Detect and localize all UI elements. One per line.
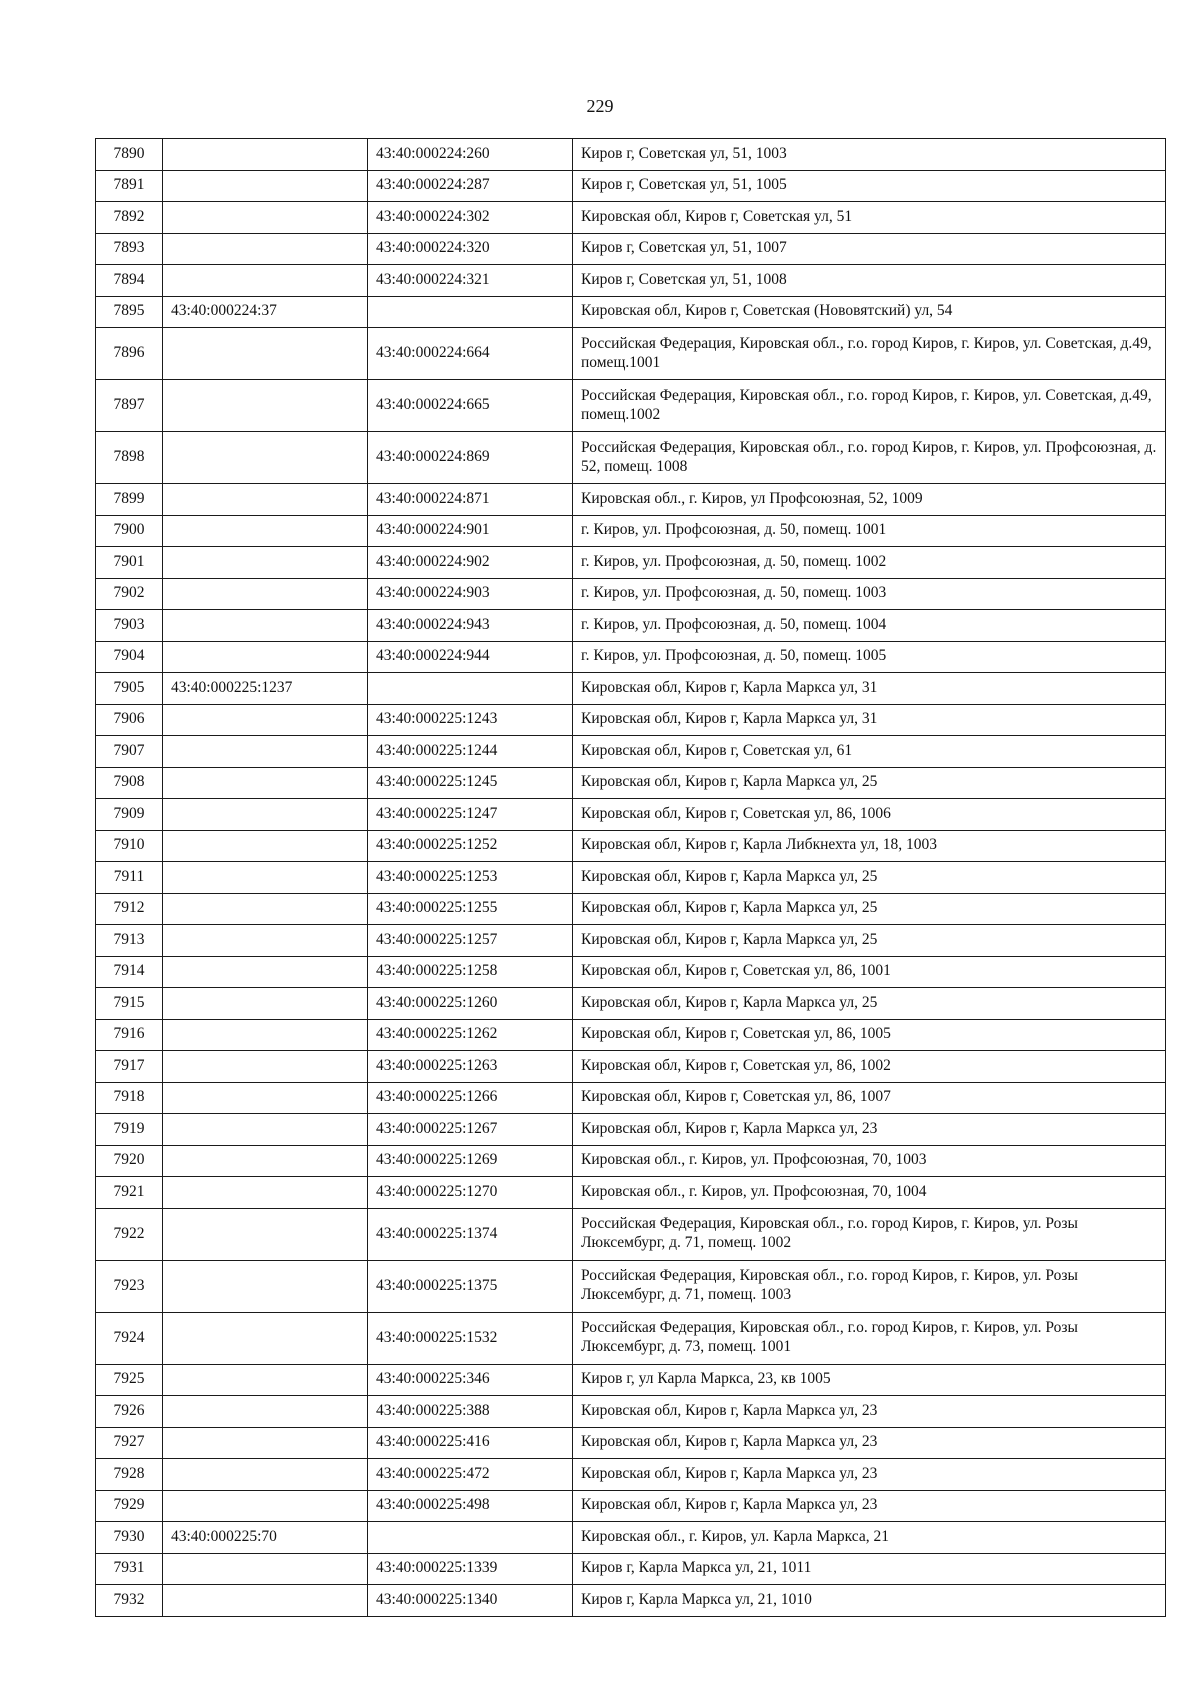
- row-number-cell: 7922: [96, 1208, 163, 1260]
- table-row: [96, 1490, 1166, 1522]
- parcel-cadastral-cell: [163, 830, 368, 862]
- parcel-cadastral-cell: [163, 704, 368, 736]
- table-row: [96, 547, 1166, 579]
- row-number-cell: 7927: [96, 1427, 163, 1459]
- row-number-cell: 7915: [96, 988, 163, 1020]
- row-number-cell: 7914: [96, 956, 163, 988]
- address-cell: Киров г, ул Карла Маркса, 23, кв 1005: [573, 1364, 1166, 1396]
- row-number-cell: 7908: [96, 767, 163, 799]
- page-number: 229: [586, 96, 614, 116]
- parcel-cadastral-cell: [163, 380, 368, 432]
- table-row: [96, 1260, 1166, 1312]
- parcel-cadastral-cell: [163, 1585, 368, 1617]
- row-number-cell: 7906: [96, 704, 163, 736]
- object-cadastral-cell: 43:40:000224:871: [368, 484, 573, 516]
- parcel-cadastral-cell: [163, 1019, 368, 1051]
- address-cell: Кировская обл, Киров г, Карла Либкнехта ул, 18, 1003: [573, 830, 1166, 862]
- row-number-cell: 7916: [96, 1019, 163, 1051]
- row-number-cell: 7897: [96, 380, 163, 432]
- row-number-cell: 7923: [96, 1260, 163, 1312]
- table-row: [96, 1145, 1166, 1177]
- object-cadastral-cell: 43:40:000224:260: [368, 139, 573, 171]
- parcel-cadastral-cell: [163, 862, 368, 894]
- table-row: [96, 202, 1166, 234]
- object-cadastral-cell: 43:40:000224:664: [368, 328, 573, 380]
- row-number-cell: 7920: [96, 1145, 163, 1177]
- object-cadastral-cell: [368, 296, 573, 328]
- object-cadastral-cell: 43:40:000224:287: [368, 170, 573, 202]
- address-cell: Кировская обл., г. Киров, ул Профсоюзная, 52, 1009: [573, 484, 1166, 516]
- address-cell: г. Киров, ул. Профсоюзная, д. 50, помещ. 1001: [573, 515, 1166, 547]
- table-row: [96, 830, 1166, 862]
- object-cadastral-cell: 43:40:000224:869: [368, 432, 573, 484]
- object-cadastral-cell: 43:40:000224:320: [368, 233, 573, 265]
- row-number-cell: 7893: [96, 233, 163, 265]
- parcel-cadastral-cell: [163, 988, 368, 1020]
- table-row: [96, 1459, 1166, 1491]
- address-cell: Кировская обл., г. Киров, ул. Профсоюзная, 70, 1004: [573, 1177, 1166, 1209]
- parcel-cadastral-cell: [163, 1177, 368, 1209]
- table-row: [96, 1208, 1166, 1260]
- parcel-cadastral-cell: [163, 1312, 368, 1364]
- row-number-cell: 7905: [96, 673, 163, 705]
- object-cadastral-cell: 43:40:000224:944: [368, 641, 573, 673]
- table-row: [96, 265, 1166, 297]
- parcel-cadastral-cell: [163, 233, 368, 265]
- object-cadastral-cell: 43:40:000225:1270: [368, 1177, 573, 1209]
- parcel-cadastral-cell: [163, 1208, 368, 1260]
- address-cell: Кировская обл., г. Киров, ул. Карла Маркса, 21: [573, 1522, 1166, 1554]
- table-row: [96, 1585, 1166, 1617]
- parcel-cadastral-cell: 43:40:000225:1237: [163, 673, 368, 705]
- table-row: [96, 767, 1166, 799]
- row-number-cell: 7896: [96, 328, 163, 380]
- row-number-cell: 7925: [96, 1364, 163, 1396]
- row-number-cell: 7902: [96, 578, 163, 610]
- parcel-cadastral-cell: [163, 202, 368, 234]
- object-cadastral-cell: 43:40:000224:321: [368, 265, 573, 297]
- table-row: [96, 170, 1166, 202]
- row-number-cell: 7926: [96, 1396, 163, 1428]
- object-cadastral-cell: 43:40:000225:1258: [368, 956, 573, 988]
- table-row: [96, 1553, 1166, 1585]
- address-cell: г. Киров, ул. Профсоюзная, д. 50, помещ. 1003: [573, 578, 1166, 610]
- table-row: [96, 673, 1166, 705]
- row-number-cell: 7894: [96, 265, 163, 297]
- address-cell: Киров г, Советская ул, 51, 1005: [573, 170, 1166, 202]
- parcel-cadastral-cell: [163, 1051, 368, 1083]
- parcel-cadastral-cell: [163, 1490, 368, 1522]
- address-cell: Кировская обл, Киров г, Советская ул, 61: [573, 736, 1166, 768]
- address-cell: Кировская обл, Киров г, Карла Маркса ул, 31: [573, 673, 1166, 705]
- object-cadastral-cell: 43:40:000225:1260: [368, 988, 573, 1020]
- address-cell: Кировская обл, Киров г, Карла Маркса ул, 25: [573, 925, 1166, 957]
- table-row: [96, 736, 1166, 768]
- object-cadastral-cell: 43:40:000225:498: [368, 1490, 573, 1522]
- address-cell: Кировская обл, Киров г, Карла Маркса ул, 25: [573, 767, 1166, 799]
- table-row: [96, 233, 1166, 265]
- row-number-cell: 7928: [96, 1459, 163, 1491]
- table-row: [96, 704, 1166, 736]
- address-cell: Киров г, Карла Маркса ул, 21, 1010: [573, 1585, 1166, 1617]
- row-number-cell: 7909: [96, 799, 163, 831]
- address-cell: Российская Федерация, Кировская обл., г.о. город Киров, г. Киров, ул. Советская, д.49, помещ.1002: [573, 380, 1166, 432]
- table-row: [96, 328, 1166, 380]
- parcel-cadastral-cell: [163, 1114, 368, 1146]
- parcel-cadastral-cell: [163, 578, 368, 610]
- parcel-cadastral-cell: [163, 1553, 368, 1585]
- parcel-cadastral-cell: [163, 641, 368, 673]
- object-cadastral-cell: 43:40:000225:1244: [368, 736, 573, 768]
- object-cadastral-cell: 43:40:000225:1257: [368, 925, 573, 957]
- object-cadastral-cell: 43:40:000225:472: [368, 1459, 573, 1491]
- address-cell: Кировская обл, Киров г, Карла Маркса ул, 23: [573, 1490, 1166, 1522]
- table-row: [96, 799, 1166, 831]
- row-number-cell: 7910: [96, 830, 163, 862]
- parcel-cadastral-cell: [163, 1260, 368, 1312]
- address-cell: Кировская обл, Киров г, Советская ул, 86, 1006: [573, 799, 1166, 831]
- address-cell: Кировская обл, Киров г, Советская ул, 51: [573, 202, 1166, 234]
- object-cadastral-cell: 43:40:000225:1262: [368, 1019, 573, 1051]
- table-row: [96, 610, 1166, 642]
- row-number-cell: 7917: [96, 1051, 163, 1083]
- address-cell: Кировская обл, Киров г, Советская ул, 86, 1005: [573, 1019, 1166, 1051]
- address-cell: Киров г, Советская ул, 51, 1007: [573, 233, 1166, 265]
- object-cadastral-cell: 43:40:000224:901: [368, 515, 573, 547]
- row-number-cell: 7929: [96, 1490, 163, 1522]
- address-cell: Киров г, Карла Маркса ул, 21, 1011: [573, 1553, 1166, 1585]
- parcel-cadastral-cell: [163, 893, 368, 925]
- row-number-cell: 7903: [96, 610, 163, 642]
- table-row: [96, 1364, 1166, 1396]
- row-number-cell: 7924: [96, 1312, 163, 1364]
- address-cell: Кировская обл, Киров г, Советская ул, 86, 1007: [573, 1082, 1166, 1114]
- object-cadastral-cell: 43:40:000225:1247: [368, 799, 573, 831]
- table-row: [96, 380, 1166, 432]
- object-cadastral-cell: 43:40:000224:902: [368, 547, 573, 579]
- row-number-cell: 7891: [96, 170, 163, 202]
- parcel-cadastral-cell: [163, 547, 368, 579]
- object-cadastral-cell: 43:40:000225:416: [368, 1427, 573, 1459]
- object-cadastral-cell: [368, 673, 573, 705]
- row-number-cell: 7892: [96, 202, 163, 234]
- object-cadastral-cell: 43:40:000224:302: [368, 202, 573, 234]
- table-body: [96, 139, 1166, 1617]
- address-cell: Киров г, Советская ул, 51, 1003: [573, 139, 1166, 171]
- table-row: [96, 641, 1166, 673]
- table-row: [96, 893, 1166, 925]
- address-cell: Киров г, Советская ул, 51, 1008: [573, 265, 1166, 297]
- table-row: [96, 1114, 1166, 1146]
- address-cell: Кировская обл, Киров г, Карла Маркса ул, 23: [573, 1459, 1166, 1491]
- row-number-cell: 7904: [96, 641, 163, 673]
- address-cell: Кировская обл, Киров г, Карла Маркса ул, 25: [573, 988, 1166, 1020]
- parcel-cadastral-cell: 43:40:000225:70: [163, 1522, 368, 1554]
- address-cell: Кировская обл, Киров г, Карла Маркса ул, 23: [573, 1396, 1166, 1428]
- registry-table: [95, 138, 1166, 1617]
- table-row: [96, 432, 1166, 484]
- object-cadastral-cell: 43:40:000225:1263: [368, 1051, 573, 1083]
- address-cell: г. Киров, ул. Профсоюзная, д. 50, помещ. 1004: [573, 610, 1166, 642]
- parcel-cadastral-cell: [163, 1427, 368, 1459]
- table-row: [96, 1177, 1166, 1209]
- object-cadastral-cell: 43:40:000225:1253: [368, 862, 573, 894]
- address-cell: г. Киров, ул. Профсоюзная, д. 50, помещ. 1005: [573, 641, 1166, 673]
- address-cell: Кировская обл, Киров г, Карла Маркса ул, 23: [573, 1427, 1166, 1459]
- table-row: [96, 925, 1166, 957]
- table-row: [96, 1427, 1166, 1459]
- address-cell: Российская Федерация, Кировская обл., г.о. город Киров, г. Киров, ул. Розы Люксембург, д. 73, помещ. 1001: [573, 1312, 1166, 1364]
- table-row: [96, 484, 1166, 516]
- row-number-cell: 7918: [96, 1082, 163, 1114]
- object-cadastral-cell: [368, 1522, 573, 1554]
- object-cadastral-cell: 43:40:000225:1339: [368, 1553, 573, 1585]
- table-row: [96, 139, 1166, 171]
- object-cadastral-cell: 43:40:000224:943: [368, 610, 573, 642]
- parcel-cadastral-cell: [163, 432, 368, 484]
- row-number-cell: 7890: [96, 139, 163, 171]
- address-cell: Кировская обл, Киров г, Карла Маркса ул, 25: [573, 862, 1166, 894]
- address-cell: Российская Федерация, Кировская обл., г.о. город Киров, г. Киров, ул. Розы Люксембург, д. 71, помещ. 1003: [573, 1260, 1166, 1312]
- object-cadastral-cell: 43:40:000225:1255: [368, 893, 573, 925]
- address-cell: Кировская обл., г. Киров, ул. Профсоюзная, 70, 1003: [573, 1145, 1166, 1177]
- table-row: [96, 1019, 1166, 1051]
- object-cadastral-cell: 43:40:000225:388: [368, 1396, 573, 1428]
- object-cadastral-cell: 43:40:000225:1375: [368, 1260, 573, 1312]
- row-number-cell: 7895: [96, 296, 163, 328]
- table-row: [96, 1396, 1166, 1428]
- address-cell: Российская Федерация, Кировская обл., г.о. город Киров, г. Киров, ул. Профсоюзная, д. 52, помещ. 1008: [573, 432, 1166, 484]
- table-row: [96, 1051, 1166, 1083]
- parcel-cadastral-cell: [163, 1082, 368, 1114]
- row-number-cell: 7901: [96, 547, 163, 579]
- parcel-cadastral-cell: [163, 170, 368, 202]
- object-cadastral-cell: 43:40:000225:1243: [368, 704, 573, 736]
- table-row: [96, 1522, 1166, 1554]
- parcel-cadastral-cell: [163, 484, 368, 516]
- table-row: [96, 988, 1166, 1020]
- object-cadastral-cell: 43:40:000225:1374: [368, 1208, 573, 1260]
- table-row: [96, 1082, 1166, 1114]
- parcel-cadastral-cell: [163, 515, 368, 547]
- table-row: [96, 296, 1166, 328]
- address-cell: Кировская обл, Киров г, Карла Маркса ул, 25: [573, 893, 1166, 925]
- row-number-cell: 7919: [96, 1114, 163, 1146]
- table-row: [96, 515, 1166, 547]
- address-cell: Кировская обл, Киров г, Советская ул, 86, 1002: [573, 1051, 1166, 1083]
- row-number-cell: 7899: [96, 484, 163, 516]
- parcel-cadastral-cell: [163, 736, 368, 768]
- row-number-cell: 7932: [96, 1585, 163, 1617]
- parcel-cadastral-cell: [163, 1396, 368, 1428]
- table-row: [96, 862, 1166, 894]
- address-cell: Российская Федерация, Кировская обл., г.о. город Киров, г. Киров, ул. Советская, д.49, помещ.1001: [573, 328, 1166, 380]
- row-number-cell: 7911: [96, 862, 163, 894]
- object-cadastral-cell: 43:40:000224:665: [368, 380, 573, 432]
- parcel-cadastral-cell: [163, 1145, 368, 1177]
- parcel-cadastral-cell: [163, 328, 368, 380]
- address-cell: Российская Федерация, Кировская обл., г.о. город Киров, г. Киров, ул. Розы Люксембург, д. 71, помещ. 1002: [573, 1208, 1166, 1260]
- object-cadastral-cell: 43:40:000225:1532: [368, 1312, 573, 1364]
- object-cadastral-cell: 43:40:000225:1340: [368, 1585, 573, 1617]
- table-row: [96, 956, 1166, 988]
- parcel-cadastral-cell: 43:40:000224:37: [163, 296, 368, 328]
- table-row: [96, 578, 1166, 610]
- address-cell: Кировская обл, Киров г, Карла Маркса ул, 23: [573, 1114, 1166, 1146]
- object-cadastral-cell: 43:40:000225:1245: [368, 767, 573, 799]
- parcel-cadastral-cell: [163, 925, 368, 957]
- row-number-cell: 7930: [96, 1522, 163, 1554]
- address-cell: Кировская обл, Киров г, Советская ул, 86, 1001: [573, 956, 1166, 988]
- object-cadastral-cell: 43:40:000225:346: [368, 1364, 573, 1396]
- row-number-cell: 7931: [96, 1553, 163, 1585]
- object-cadastral-cell: 43:40:000224:903: [368, 578, 573, 610]
- parcel-cadastral-cell: [163, 1364, 368, 1396]
- object-cadastral-cell: 43:40:000225:1267: [368, 1114, 573, 1146]
- object-cadastral-cell: 43:40:000225:1266: [368, 1082, 573, 1114]
- object-cadastral-cell: 43:40:000225:1252: [368, 830, 573, 862]
- row-number-cell: 7921: [96, 1177, 163, 1209]
- parcel-cadastral-cell: [163, 610, 368, 642]
- row-number-cell: 7912: [96, 893, 163, 925]
- parcel-cadastral-cell: [163, 767, 368, 799]
- row-number-cell: 7913: [96, 925, 163, 957]
- object-cadastral-cell: 43:40:000225:1269: [368, 1145, 573, 1177]
- address-cell: г. Киров, ул. Профсоюзная, д. 50, помещ. 1002: [573, 547, 1166, 579]
- address-cell: Кировская обл, Киров г, Советская (Нововятский) ул, 54: [573, 296, 1166, 328]
- parcel-cadastral-cell: [163, 139, 368, 171]
- parcel-cadastral-cell: [163, 1459, 368, 1491]
- parcel-cadastral-cell: [163, 799, 368, 831]
- parcel-cadastral-cell: [163, 265, 368, 297]
- row-number-cell: 7900: [96, 515, 163, 547]
- row-number-cell: 7907: [96, 736, 163, 768]
- address-cell: Кировская обл, Киров г, Карла Маркса ул, 31: [573, 704, 1166, 736]
- table-row: [96, 1312, 1166, 1364]
- parcel-cadastral-cell: [163, 956, 368, 988]
- row-number-cell: 7898: [96, 432, 163, 484]
